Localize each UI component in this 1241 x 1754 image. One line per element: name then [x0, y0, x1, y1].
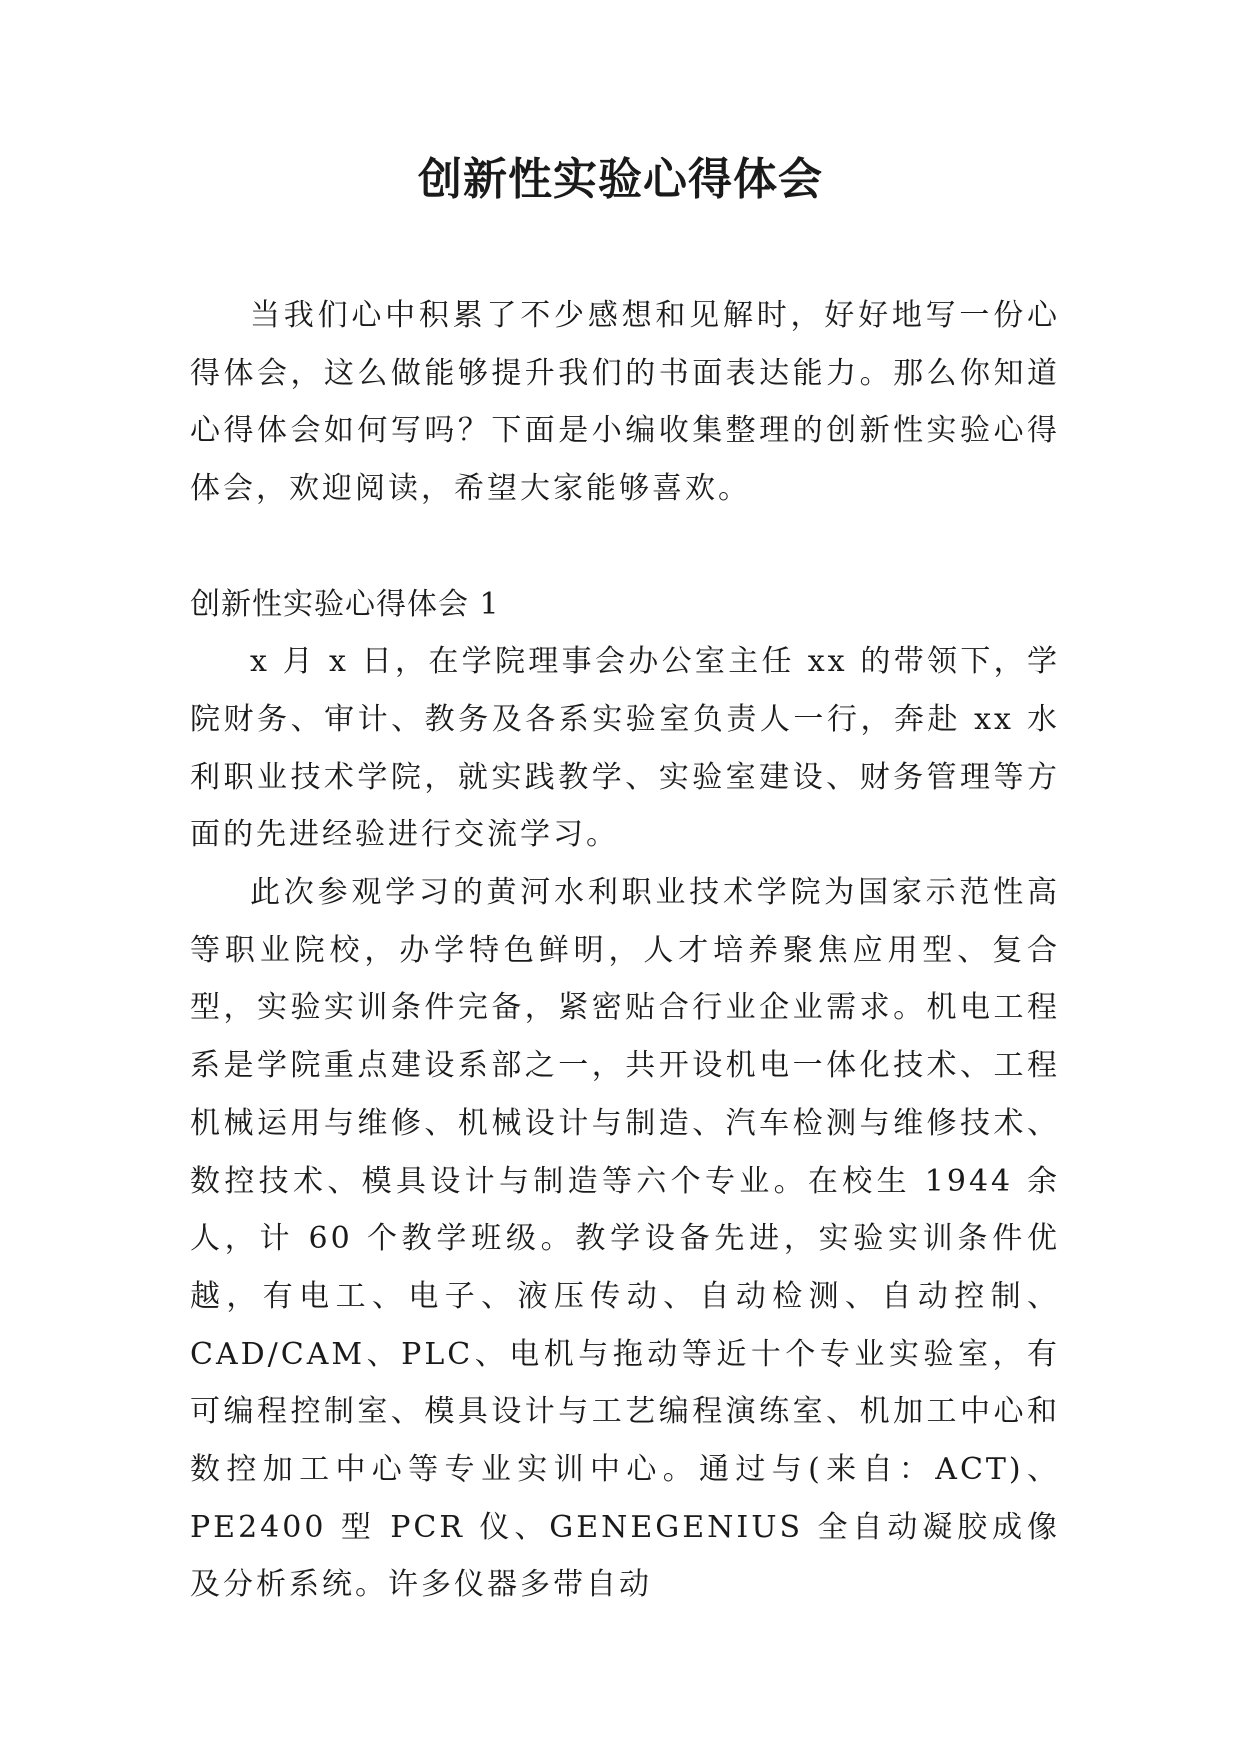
body-paragraph: 此次参观学习的黄河水利职业技术学院为国家示范性高等职业院校，办学特色鲜明，人才培养聚焦应用型、复合型，实验实训条件完备，紧密贴合行业企业需求。机电工程系是学院重点建设系部之一，共开设机电一体化技术、工程机械运用与维修、机械设计与制造、汽车检测与维修技术、数控技术、模具设计与制造等六个专业。在校生 1944 余人，计 60 个教学班级。教学设备先进，实验实训条件优越，有电工、电子、液压传动、自动检测、自动控制、CAD/CAM、PLC、电机与拖动等近十个专业实验室，有可编程控制室、模具设计与工艺编程演练室、机加工中心和数控加工中心等专业实训中心。通过与(来自：ACT)、PE2400 型 PCR 仪、GENEGENIUS 全自动凝胶成像及分析系统。许多仪器多带自动	[190, 875, 1060, 1603]
intro-paragraph: 当我们心中积累了不少感想和见解时，好好地写一份心得体会，这么做能够提升我们的书面表达能力。那么你知道心得体会如何写吗？下面是小编收集整理的创新性实验心得体会，欢迎阅读，希望大家能够喜欢。	[190, 298, 1060, 507]
document-body	[190, 287, 1060, 1614]
section-heading: 创新性实验心得体会 1	[190, 586, 500, 622]
body-paragraph: x 月 x 日，在学院理事会办公室主任 xx 的带领下，学院财务、审计、教务及各系实验室负责人一行，奔赴 xx 水利职业技术学院，就实践教学、实验室建设、财务管理等方面的先进经验进行交流学习。	[190, 644, 1060, 853]
document-title: 创新性实验心得体会	[418, 154, 823, 205]
